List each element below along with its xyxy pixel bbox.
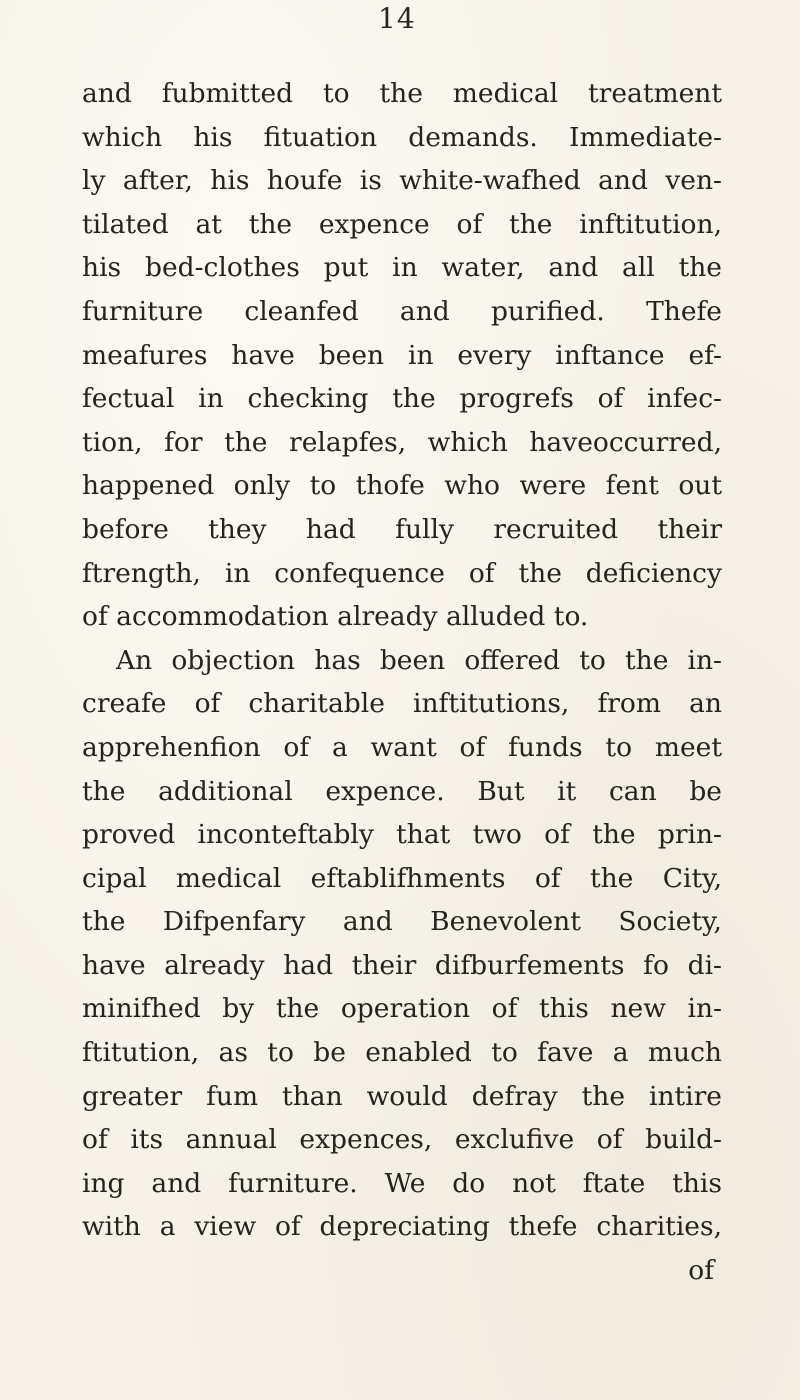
text-line: of accommodation already alluded to. [82,601,589,633]
text-line: fectual in checking the progrefs of infec- [82,383,722,415]
text-line: tilated at the expence of the inftitution, [82,208,722,240]
text-line: tion, for the relapfes, which haveoccurred, [82,426,722,458]
text-line: his bed-clothes put in water, and all the [82,252,722,284]
text-line: and fubmitted to the medical treatment [82,78,722,109]
text-line: ing and furniture. We do not ftate this [82,1167,722,1199]
body-text [82,72,722,1293]
text-line: the Difpenfary and Benevolent Society, [82,906,722,938]
text-line: have already had their difburfements fo di- [82,949,722,981]
text-line: which his fituation demands. Immediate- [82,121,722,153]
paragraph-1 [82,72,722,639]
text-line: ftrength, in confequence of the deficiency [82,557,722,589]
text-line: An objection has been offered to the in- [116,644,722,676]
text-line: furniture cleanfed and purified. Thefe [82,295,722,327]
paragraph-2 [82,639,722,1249]
text-line: creafe of charitable inftitutions, from an [82,688,722,720]
text-line: minifhed by the operation of this new in- [82,993,722,1025]
text-line: ly after, his houfe is white-wafhed and ven- [82,165,722,197]
text-line: ftitution, as to be enabled to fave a much [82,1037,722,1069]
text-line: proved inconteftably that two of the prin- [82,819,722,851]
catchword: of [688,1255,714,1287]
text-line: of its annual expences, exclufive of build- [82,1124,722,1156]
text-line: apprehenfion of a want of funds to meet [82,731,722,763]
text-line: the additional expence. But it can be [82,775,722,807]
text-line: cipal medical eftablifhments of the City, [82,862,722,894]
text-line: before they had fully recruited their [82,513,722,545]
text-line: happened only to thofe who were fent out [82,470,722,502]
text-line: greater fum than would defray the intire [82,1080,722,1112]
text-line: meafures have been in every inftance ef- [82,339,722,371]
text-line: with a view of depreciating thefe charities, [82,1211,722,1243]
page-number: 14 [378,2,416,35]
